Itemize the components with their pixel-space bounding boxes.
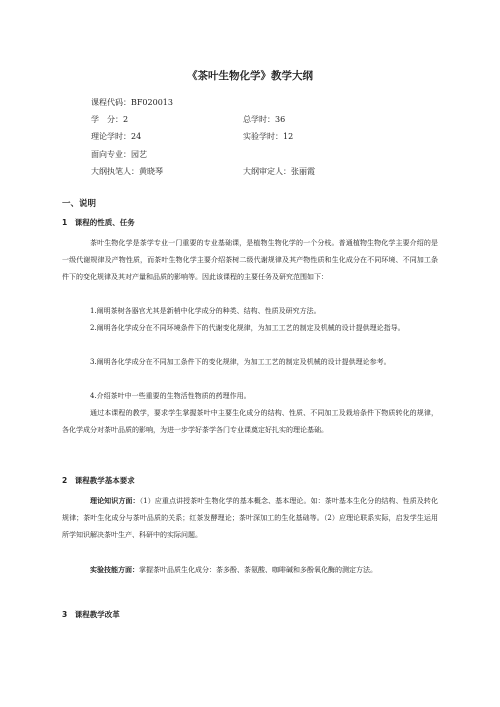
- list-item-4: 4.介绍茶叶中一些重要的生物活性物质的药理作用。: [90, 392, 251, 400]
- course-code-label: 课程代码：: [91, 98, 131, 107]
- paragraph-theory: [62, 493, 438, 544]
- lab-hours-value: 12: [283, 132, 294, 141]
- major-label: 面向专业：: [91, 150, 131, 159]
- theory-text: （1）应重点讲授茶叶生物化学的基本概念、基本理论。如：茶叶基本生化分的结构、性质及转化规律；茶叶生化成分与茶叶品质的关系；红茶发酵理论；茶叶深加工的生化基础等。（2）应理论联系实际，启发学生运用所学知识解决茶叶生产、科研中的实际问题。: [62, 497, 438, 539]
- reviewer-value: 张丽霞: [291, 167, 315, 176]
- major-value: 园艺: [131, 150, 147, 159]
- major: [91, 150, 147, 160]
- author-value: 黄晓琴: [139, 167, 163, 176]
- author: [91, 167, 163, 177]
- author-label: 大纲执笔人：: [91, 167, 139, 176]
- paragraph-goals: 通过本课程的教学，要求学生掌握茶叶中主要生化成分的结构、性质、不同加工及栽培条件下物质转化的规律，各化学成分对茶叶品质的影响，为进一步学好茶学各门专业课奠定好扎实的理论基础。: [62, 409, 438, 434]
- lab-hours-label: 实验学时：: [243, 132, 283, 141]
- course-code-value: BF020013: [131, 98, 173, 107]
- paragraph-skill: [62, 562, 438, 579]
- theory-label: 理论知识方面：: [90, 497, 140, 505]
- theory-hours-label: 理论学时：: [91, 132, 131, 141]
- paragraph-nature: 茶叶生物化学是茶学专业一门重要的专业基础课，是植物生物化学的一个分枝。普通植物生物化学主要介绍的是一级代谢规律及产物性质，而茶叶生物化学主要介绍茶树二级代谢规律及其产物性质和生化成分在不同环境、不同加工条件下的变化规律及其对产量和品质的影响等。因此该课程的主要任务及研究范围如下：: [62, 239, 438, 281]
- total-hours: [243, 115, 285, 125]
- list-item-3: 3.阐明各化学成分在不同加工条件下的变化规律，为加工工艺的制定及机械的设计提供理论参考。: [90, 358, 391, 366]
- credits-value: 2: [123, 115, 129, 124]
- theory-hours: [91, 132, 141, 142]
- list-item-2: 2.阐明各化学成分在不同环境条件下的代谢变化规律，为加工工艺的制定及机械的设计提供理论指导。: [90, 324, 405, 332]
- subsection-3-heading: 3 课程教学改革: [62, 610, 120, 619]
- reviewer: [243, 167, 315, 177]
- section-1-heading: 一、说明: [62, 199, 97, 209]
- credits: [91, 115, 128, 125]
- page-title: 《茶叶生物化学》教学大纲: [187, 70, 313, 82]
- lab-hours: [243, 132, 293, 142]
- reviewer-label: 大纲审定人：: [243, 167, 291, 176]
- skill-text: 掌握茶叶品质生化成分：茶多酚、茶氨酸、咖啡碱和多酚氧化酶的测定方法。: [139, 566, 377, 574]
- subsection-2-heading: 2 课程教学基本要求: [62, 476, 135, 485]
- credits-label: 学 分：: [91, 115, 123, 124]
- course-code: [91, 98, 173, 108]
- skill-label: 实验技能方面：: [90, 566, 139, 574]
- list-item-1: 1.阐明茶树各器官尤其是新梢中化学成分的种类、结构、性质及研究方法。: [90, 307, 321, 315]
- theory-hours-value: 24: [131, 132, 142, 141]
- total-hours-value: 36: [275, 115, 286, 124]
- subsection-1-heading: 1 课程的性质、任务: [62, 218, 135, 227]
- total-hours-label: 总学时：: [243, 115, 275, 124]
